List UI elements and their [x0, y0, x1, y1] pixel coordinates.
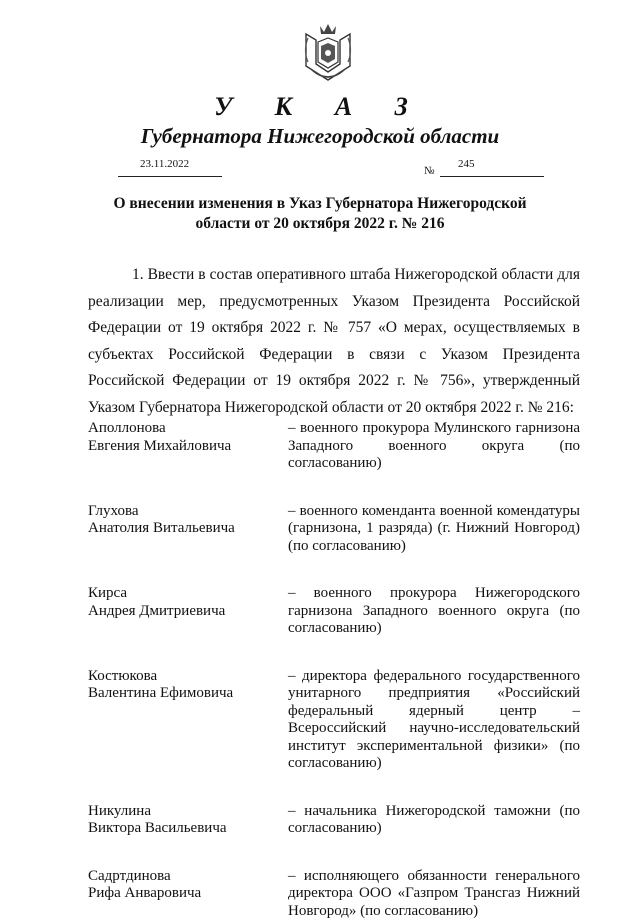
coat-of-arms-emblem	[300, 20, 356, 84]
member-given-names: Виктора Васильевича	[88, 820, 288, 838]
member-name	[88, 585, 288, 638]
list-item	[88, 803, 580, 838]
member-position: – исполняющего обязанности генерального директора ООО «Газпром Трансгаз Нижний Новгород» (по согласованию)	[288, 868, 580, 920]
member-surname: Кирса	[88, 585, 288, 603]
list-item	[88, 420, 580, 473]
member-name	[88, 868, 288, 920]
list-item	[88, 868, 580, 920]
member-position: – начальника Нижегородской таможни (по согласованию)	[288, 803, 580, 838]
decree-number: 245	[458, 158, 475, 170]
decree-title: У К А З	[0, 92, 640, 122]
decree-heading: О внесении изменения в Указ Губернатора Нижегородской области от 20 октября 2022 г. № 216	[100, 194, 540, 234]
member-position: – военного прокурора Нижегородского гарнизона Западного военного округа (по согласованию)	[288, 585, 580, 638]
member-surname: Глухова	[88, 503, 288, 521]
number-underline	[440, 162, 544, 177]
list-item	[88, 585, 580, 638]
list-item	[88, 503, 580, 556]
member-name	[88, 503, 288, 556]
decree-issuer: Губернатора Нижегородской области	[0, 124, 640, 149]
member-position: – военного коменданта военной комендатуры (гарнизона, 1 разряда) (г. Нижний Новгород) (по согласованию)	[288, 503, 580, 556]
members-list	[88, 420, 580, 920]
member-given-names: Анатолия Витальевича	[88, 520, 288, 538]
member-name	[88, 803, 288, 838]
member-name	[88, 420, 288, 473]
decree-paragraph: 1. Ввести в состав оперативного штаба Нижегородской области для реализации мер, предусмотренных Указом Президента Российской Федерации от 19 октября 2022 г. № 757 «О мерах, осуществляемых в субъектах Российской Федерации в связи с Указом Президента Российской Федерации от 19 октября 2022 г. № 756», утвержденный Указом Губернатора Нижегородской области от 20 октября 2022 г. № 216:	[88, 262, 580, 421]
member-given-names: Валентина Ефимовича	[88, 685, 288, 703]
member-surname: Костюкова	[88, 668, 288, 686]
member-name	[88, 668, 288, 773]
list-item	[88, 668, 580, 773]
member-given-names: Андрея Дмитриевича	[88, 603, 288, 621]
member-surname: Аполлонова	[88, 420, 288, 438]
member-surname: Садртдинова	[88, 868, 288, 886]
member-position: – директора федерального государственного унитарного предприятия «Российский федеральный ядерный центр – Всероссийский научно-исследовательский институт экспериментальной физики» (по согласованию)	[288, 668, 580, 773]
member-surname: Никулина	[88, 803, 288, 821]
decree-date: 23.11.2022	[140, 158, 189, 170]
member-given-names: Евгения Михайловича	[88, 438, 288, 456]
number-label: №	[424, 165, 435, 177]
member-position: – военного прокурора Мулинского гарнизона Западного военного округа (по согласованию)	[288, 420, 580, 473]
member-given-names: Рифа Анваровича	[88, 885, 288, 903]
